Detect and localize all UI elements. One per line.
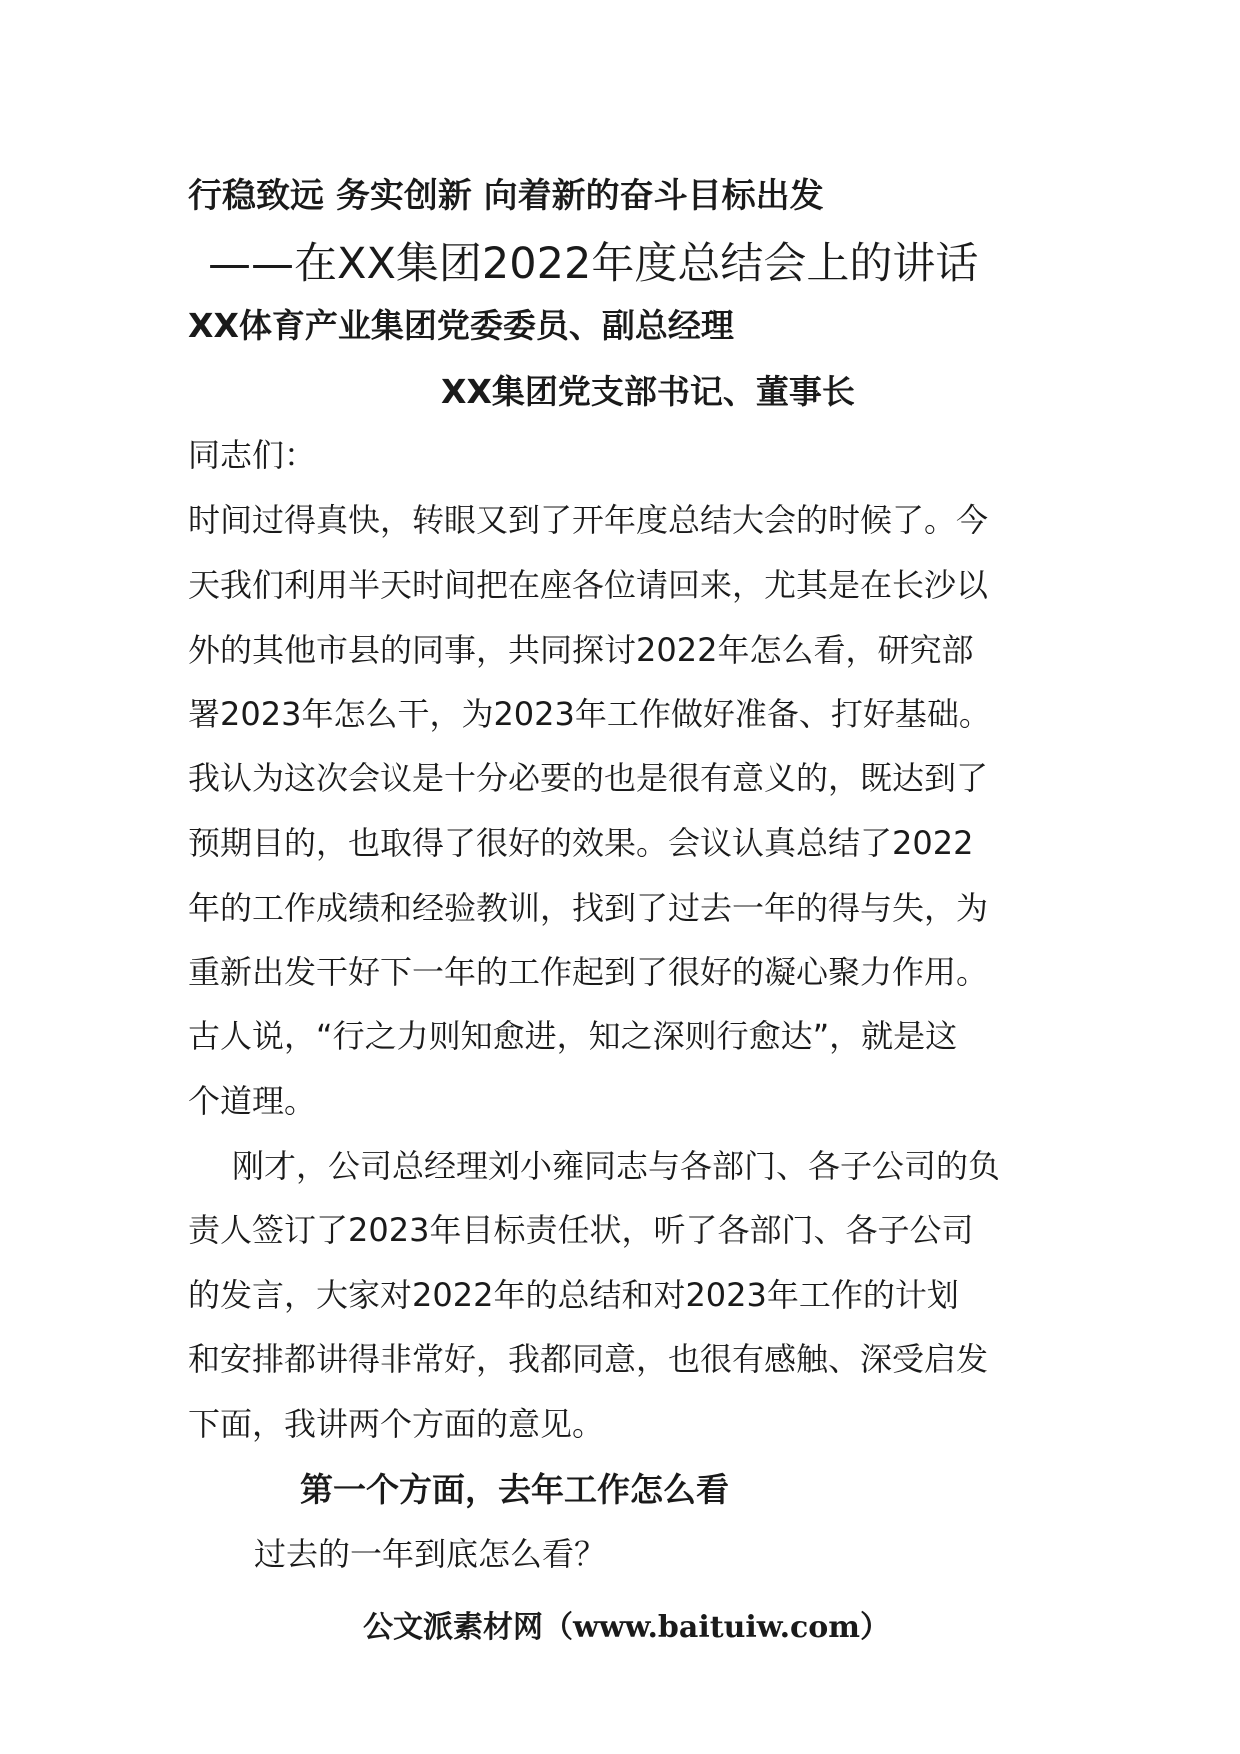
section-heading: 第一个方面，去年工作怎么看 [300, 1470, 729, 1509]
author-line-2: XX集团党支部书记、董事长 [441, 372, 855, 411]
body-line: 的发言，大家对2022年的总结和对2023年工作的计划 [188, 1276, 959, 1314]
document-title: 行稳致远 务实创新 向着新的奋斗目标出发 [188, 176, 824, 216]
body-line: 刚才，公司总经理刘小雍同志与各部门、各子公司的负 [232, 1147, 1001, 1185]
body-line: 古人说，“行之力则知愈进，知之深则行愈达”，就是这 [188, 1017, 958, 1055]
body-line: 外的其他市县的同事，共同探讨2022年怎么看，研究部 [188, 631, 974, 669]
body-line: 年的工作成绩和经验教训，找到了过去一年的得与失，为 [188, 889, 989, 927]
body-line: 重新出发干好下一年的工作起到了很好的凝心聚力作用。 [188, 953, 989, 991]
footer-watermark: 公文派素材网（www.baituiw.com） [363, 1610, 891, 1645]
body-line: 下面，我讲两个方面的意见。 [188, 1405, 605, 1443]
body-line: 署2023年怎么干，为2023年工作做好准备、打好基础。 [188, 695, 991, 733]
body-line: 责人签订了2023年目标责任状，听了各部门、各子公司 [188, 1211, 974, 1249]
author-line-1: XX体育产业集团党委委员、副总经理 [188, 306, 734, 345]
body-line: 时间过得真快，转眼又到了开年度总结大会的时候了。今 [188, 501, 989, 539]
body-line: 我认为这次会议是十分必要的也是很有意义的，既达到了 [188, 759, 989, 797]
section-question: 过去的一年到底怎么看？ [254, 1535, 607, 1573]
salutation: 同志们： [188, 436, 317, 474]
body-line: 天我们利用半天时间把在座各位请回来，尤其是在长沙以 [188, 566, 989, 604]
body-line: 预期目的，也取得了很好的效果。会议认真总结了2022 [188, 824, 974, 862]
body-line: 个道理。 [188, 1082, 317, 1120]
document-subtitle: ——在XX集团2022年度总结会上的讲话 [208, 239, 979, 289]
body-line: 和安排都讲得非常好，我都同意，也很有感触、深受启发 [188, 1340, 989, 1378]
